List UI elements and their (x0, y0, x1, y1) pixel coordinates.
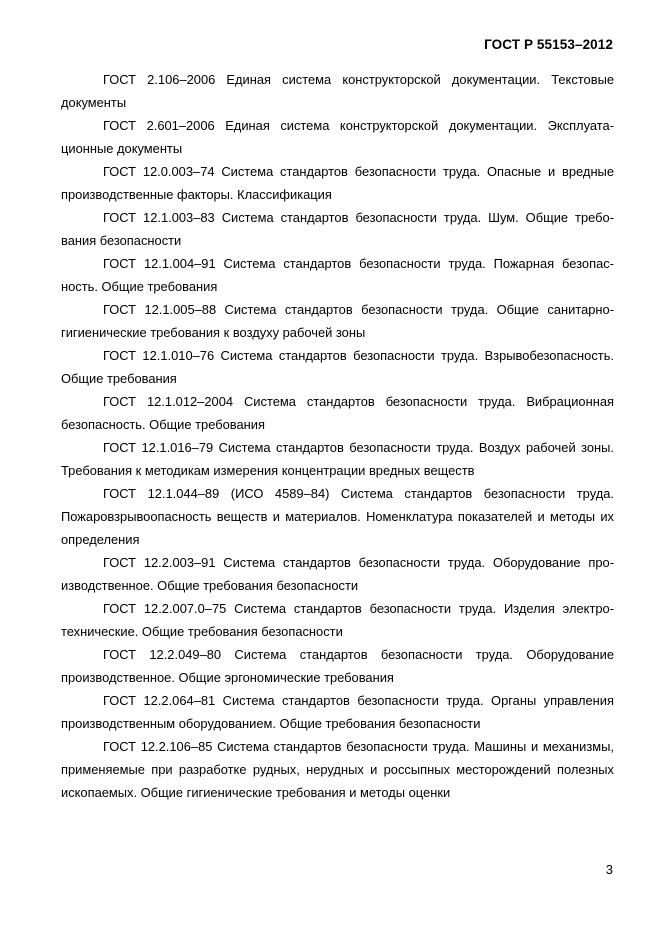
reference-entry: ГОСТ 12.1.012–2004 Система стандартов безопасности труда. Вибрационная безопасность. Общие требования (61, 394, 614, 432)
reference-entry: ГОСТ 12.2.049–80 Система стандартов безопасности труда. Оборудование производственное. Общие эргономические требования (61, 647, 614, 685)
reference-entry: ГОСТ 2.106–2006 Единая система конструкторской документации. Текстовые документы (61, 72, 614, 110)
references-list (61, 68, 614, 804)
reference-entry: ГОСТ 12.1.005–88 Система стандартов безопасности труда. Общие санитарно-гигиенические требования к воздуху рабочей зоны (61, 302, 614, 340)
page-number: 3 (605, 862, 613, 877)
reference-entry: ГОСТ 12.2.003–91 Система стандартов безопасности труда. Оборудование производственное. Общие требования безопасности (61, 555, 614, 593)
reference-entry: ГОСТ 12.2.064–81 Система стандартов безопасности труда. Органы управления производственным оборудованием. Общие требования безопасности (61, 693, 614, 731)
document-header-id: ГОСТ Р 55153–2012 (484, 37, 613, 52)
reference-entry: ГОСТ 12.1.044–89 (ИСО 4589–84) Система стандартов безопасности труда. Пожаровзрывоопасность веществ и материалов. Номенклатура показателей и методы их определения (61, 486, 614, 547)
reference-entry: ГОСТ 12.0.003–74 Система стандартов безопасности труда. Опасные и вредные производственные факторы. Классификация (61, 164, 614, 202)
reference-entry: ГОСТ 12.1.003–83 Система стандартов безопасности труда. Шум. Общие требования безопасности (61, 210, 614, 248)
reference-entry: ГОСТ 12.1.010–76 Система стандартов безопасности труда. Взрывобезопасность. Общие требования (61, 348, 614, 386)
reference-entry: ГОСТ 2.601–2006 Единая система конструкторской документации. Эксплуатационные документы (61, 118, 614, 156)
reference-entry: ГОСТ 12.2.106–85 Система стандартов безопасности труда. Машины и механизмы, применяемые при разработке рудных, нерудных и россыпных месторождений полезных ископаемых. Общие гигиенические требования и методы оценки (61, 739, 614, 800)
reference-entry: ГОСТ 12.1.004–91 Система стандартов безопасности труда. Пожарная безопасность. Общие требования (61, 256, 614, 294)
reference-entry: ГОСТ 12.2.007.0–75 Система стандартов безопасности труда. Изделия электротехнические. Общие требования безопасности (61, 601, 614, 639)
reference-entry: ГОСТ 12.1.016–79 Система стандартов безопасности труда. Воздух рабочей зоны. Требования к методикам измерения концентрации вредных веществ (61, 440, 614, 478)
